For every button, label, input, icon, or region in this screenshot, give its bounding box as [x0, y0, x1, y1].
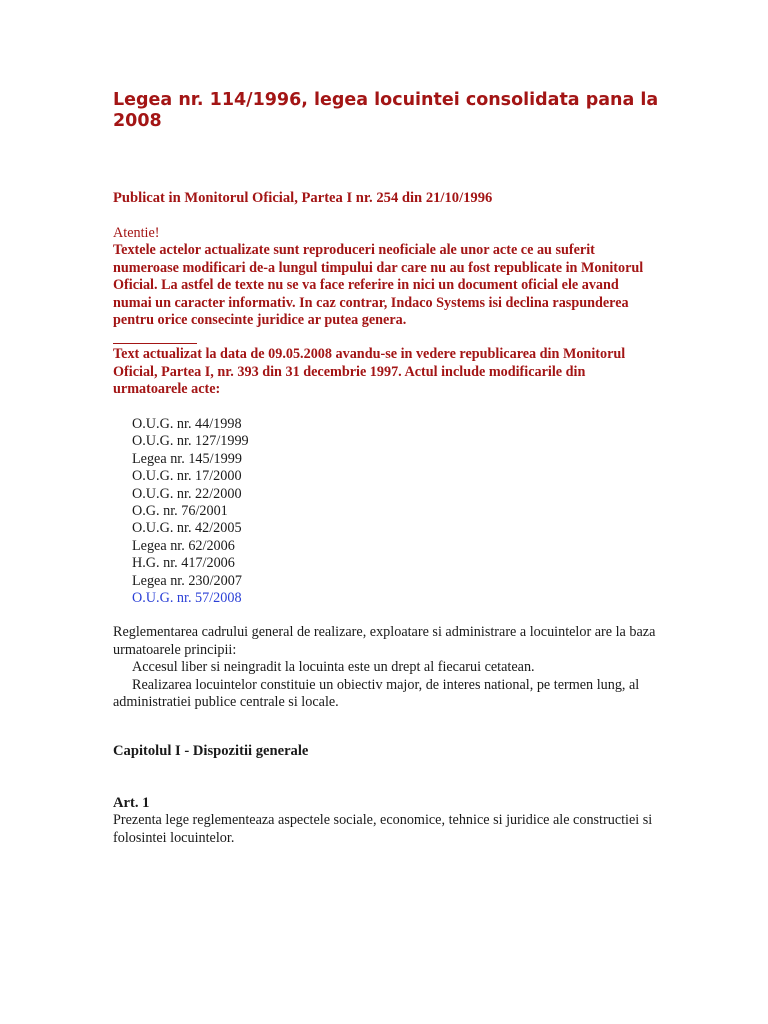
list-item: O.U.G. nr. 127/1999: [132, 433, 249, 450]
separator-line: [113, 343, 197, 344]
list-item: O.U.G. nr. 44/1998: [132, 416, 242, 432]
article-text: Prezenta lege reglementeaza aspectele sociale, economice, tehnice si juridice ale constructiei si folosintei locuintelor.: [113, 812, 653, 846]
principle-item: Realizarea locuintelor constituie un obiectiv major, de interes national, pe termen lung, al administratiei publice centrale si locale.: [113, 676, 640, 710]
list-item: [132, 590, 249, 607]
principle-item: Accesul liber si neingradit la locuinta este un drept al fiecarui cetatean.: [132, 659, 535, 675]
principles-intro: Reglementarea cadrului general de realizare, exploatare si administrare a locuintelor are la baza urmatoarele principii:: [113, 624, 656, 658]
update-note: Text actualizat la data de 09.05.2008 avandu-se in vedere republicarea din Monitorul Oficial, Partea I, nr. 393 din 31 decembrie 1997. Actul include modificarile din urmatoarele acte:: [113, 346, 626, 397]
list-item: H.G. nr. 417/2006: [132, 555, 235, 572]
publication-note: Publicat in Monitorul Oficial, Partea I nr. 254 din 21/10/1996: [113, 190, 493, 206]
list-item: O.G. nr. 76/2001: [132, 503, 228, 520]
list-item: Legea nr. 230/2007: [132, 572, 242, 589]
list-item: O.U.G. nr. 17/2000: [132, 468, 242, 485]
list-item: O.U.G. nr. 22/2000: [132, 485, 242, 502]
notice-text: Textele actelor actualizate sunt reproduceri neoficiale ale unor acte ce au suferit numeroase modificari de-a lungul timpului dar care nu au fost republicate in Monitorul Oficial. La astfel de texte nu se va face referire in nici un document oficial ele avand numai un caracter informativ. In caz contrar, Indaco Systems isi declina raspunderea pentru orice consecinte juridice ar putea genera.: [113, 242, 644, 328]
list-item: Legea nr. 62/2006: [132, 537, 235, 554]
act-link[interactable]: O.U.G. nr. 57/2008: [132, 590, 242, 607]
list-item: Legea nr. 145/1999: [132, 450, 242, 467]
principles-section: [113, 624, 673, 712]
acts-list: [132, 416, 249, 607]
notice-label: Atentie!: [113, 225, 160, 241]
chapter-heading: Capitolul I - Dispozitii generale: [113, 743, 309, 759]
document-title: Legea nr. 114/1996, legea locuintei consolidata pana la 2008: [113, 90, 659, 131]
article-heading: Art. 1: [113, 795, 150, 811]
list-item: O.U.G. nr. 42/2005: [132, 520, 242, 537]
